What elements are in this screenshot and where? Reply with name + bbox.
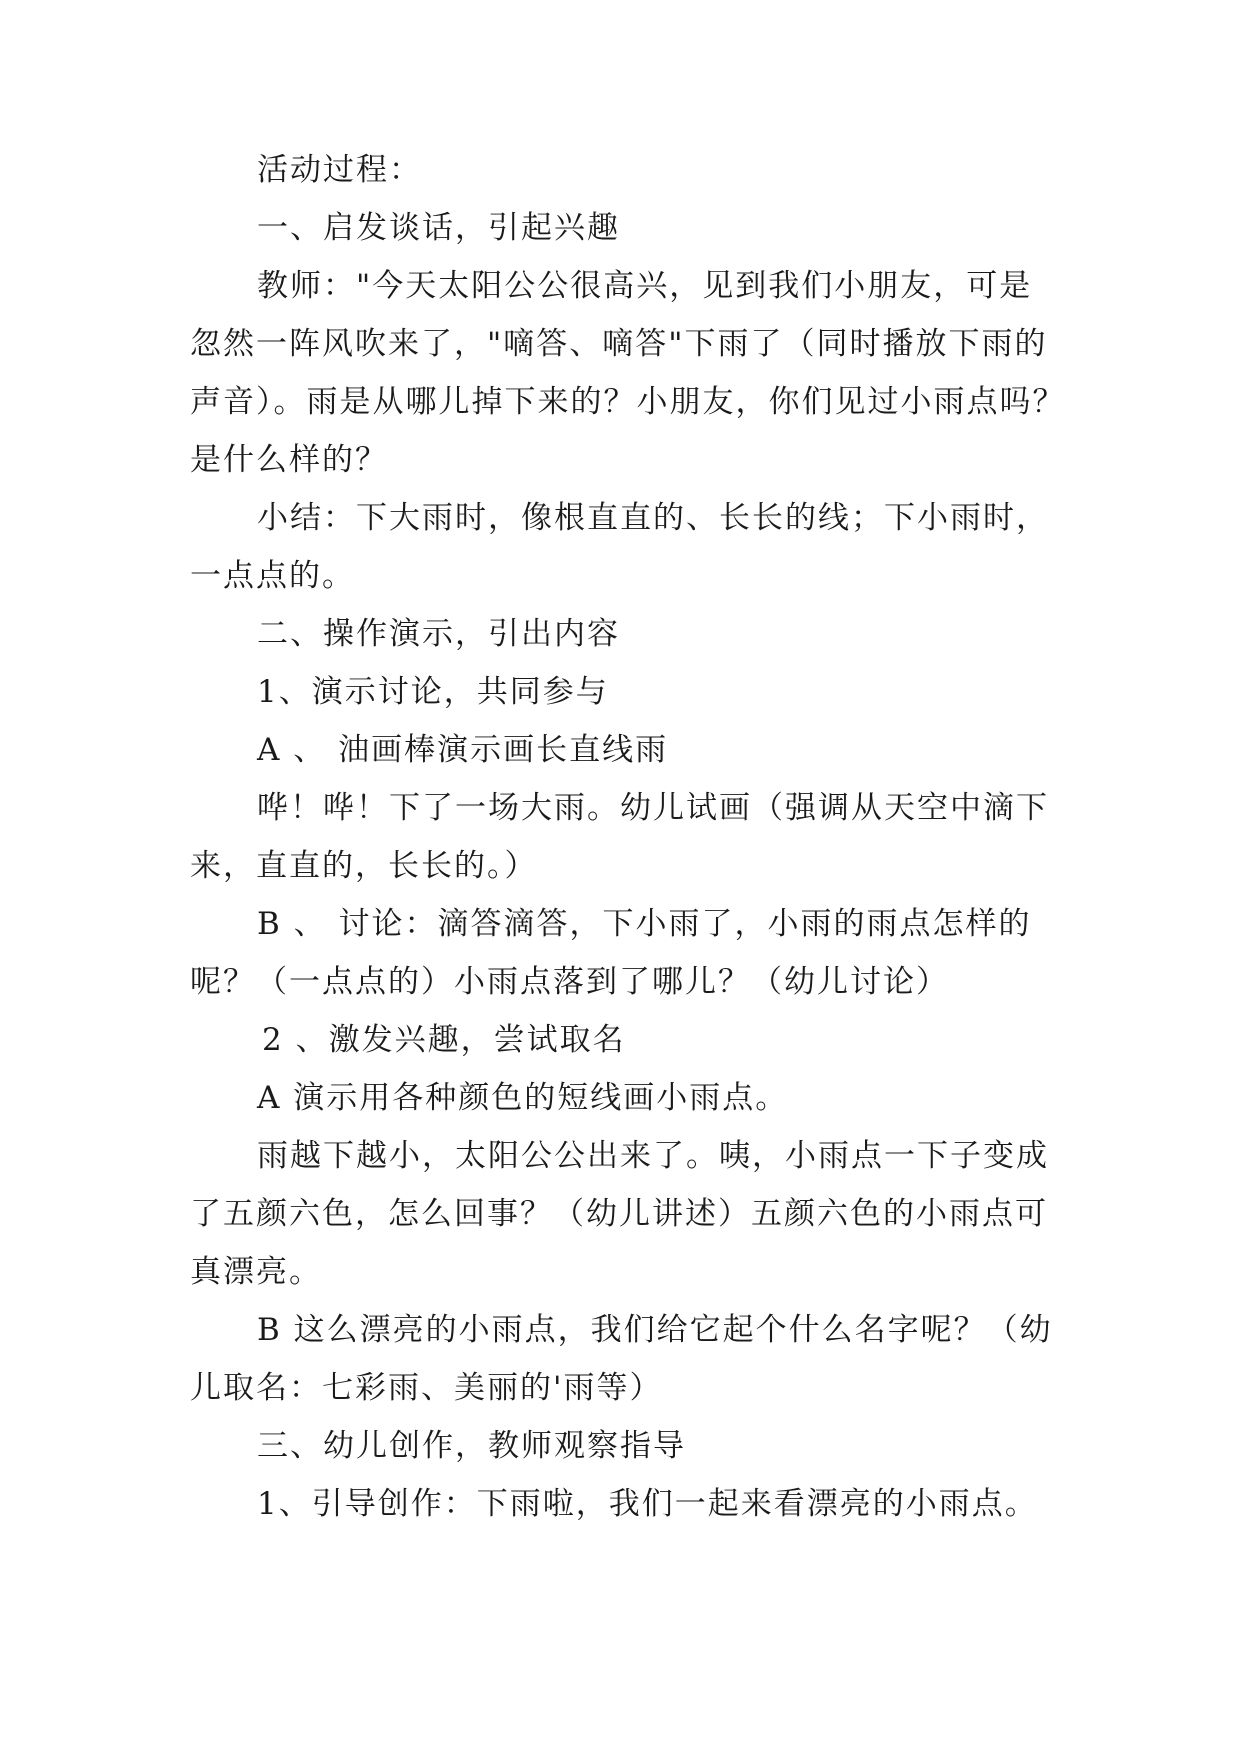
list-item: A 、 油画棒演示画长直线雨	[257, 732, 669, 768]
paragraph-line: 雨越下越小，太阳公公出来了。咦，小雨点一下子变成	[257, 1138, 1049, 1174]
paragraph-line: 声音）。雨是从哪儿掉下来的？小朋友，你们见过小雨点吗？	[190, 384, 1066, 420]
paragraph-line: 呢？（一点点的）小雨点落到了哪儿？（幼儿讨论）	[190, 964, 949, 1000]
paragraph-line: 是什么样的？	[190, 442, 388, 478]
paragraph-line: 来，直直的，长长的。）	[190, 848, 538, 884]
list-item: A 演示用各种颜色的短线画小雨点。	[257, 1080, 789, 1116]
section-heading-3: 三、幼儿创作，教师观察指导	[257, 1428, 686, 1464]
list-item: B 这么漂亮的小雨点，我们给它起个什么名字呢？（幼	[257, 1312, 1053, 1348]
section-heading-1: 一、启发谈话，引起兴趣	[257, 210, 620, 246]
paragraph-line: 哗！哗！下了一场大雨。幼儿试画（强调从天空中滴下	[257, 790, 1049, 826]
subsection-heading: 1、演示讨论，共同参与	[257, 674, 609, 710]
list-item: 1、引导创作：下雨啦，我们一起来看漂亮的小雨点。	[257, 1486, 1038, 1522]
section-heading-2: 二、操作演示，引出内容	[257, 616, 620, 652]
summary-line: 一点点的。	[190, 558, 355, 594]
summary-line: 小结：下大雨时，像根直直的、长长的线；下小雨时，	[257, 500, 1049, 536]
list-item: B 、 讨论：滴答滴答，下小雨了，小雨的雨点怎样的	[257, 906, 1032, 942]
activity-process-heading: 活动过程：	[257, 152, 422, 188]
subsection-heading: 2 、激发兴趣，尝试取名	[262, 1022, 626, 1058]
paragraph-line: 了五颜六色，怎么回事？（幼儿讲述）五颜六色的小雨点可	[190, 1196, 1048, 1232]
paragraph-line: 儿取名：七彩雨、美丽的'雨等）	[190, 1370, 663, 1406]
paragraph-line: 真漂亮。	[190, 1254, 322, 1290]
paragraph-line: 忽然一阵风吹来了，"嘀答、嘀答"下雨了（同时播放下雨的	[190, 326, 1048, 362]
paragraph-line: 教师："今天太阳公公很高兴，见到我们小朋友，可是	[257, 268, 1033, 304]
